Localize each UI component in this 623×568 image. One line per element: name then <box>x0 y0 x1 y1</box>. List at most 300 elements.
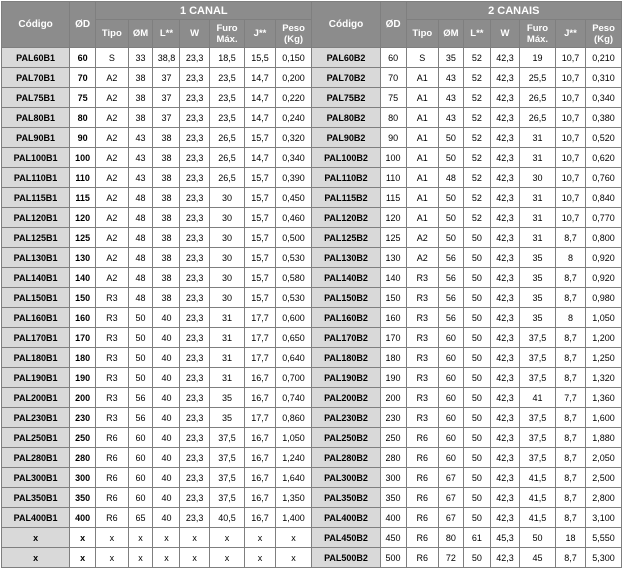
peso-1canal-cell: 0,340 <box>275 148 312 168</box>
furo-1canal-cell: 23,5 <box>209 68 245 88</box>
header-om-2: ØM <box>439 20 464 48</box>
tipo-1canal-cell: R3 <box>96 348 128 368</box>
om-2canais-cell: 50 <box>439 128 464 148</box>
header-group-2canais: 2 CANAIS <box>406 2 621 20</box>
w-1canal-cell: 23,3 <box>180 488 209 508</box>
l-1canal-cell: 40 <box>153 408 180 428</box>
furo-2canais-cell: 41,5 <box>520 488 556 508</box>
od-2canais-cell: 160 <box>380 308 406 328</box>
l-2canais-cell: 50 <box>463 388 490 408</box>
w-2canais-cell: 42,3 <box>490 168 519 188</box>
om-1canal-cell: 48 <box>128 268 153 288</box>
codigo-1canal-cell: PAL350B1 <box>2 488 70 508</box>
w-1canal-cell: 23,3 <box>180 348 209 368</box>
tipo-1canal-cell: A2 <box>96 68 128 88</box>
od-1canal-cell: 150 <box>70 288 96 308</box>
w-1canal-cell: 23,3 <box>180 228 209 248</box>
codigo-2canais-cell: PAL140B2 <box>312 268 380 288</box>
tipo-1canal-cell: R6 <box>96 468 128 488</box>
peso-2canais-cell: 0,840 <box>586 188 622 208</box>
codigo-1canal-cell: PAL60B1 <box>2 48 70 68</box>
tipo-1canal-cell: R6 <box>96 488 128 508</box>
om-1canal-cell: 50 <box>128 348 153 368</box>
header-codigo-1canal: Código <box>2 2 70 48</box>
l-2canais-cell: 50 <box>463 248 490 268</box>
furo-1canal-cell: 26,5 <box>209 128 245 148</box>
od-1canal-cell: 180 <box>70 348 96 368</box>
codigo-2canais-cell: PAL150B2 <box>312 288 380 308</box>
table-row <box>2 308 622 328</box>
furo-2canais-cell: 26,5 <box>520 108 556 128</box>
l-1canal-cell: 38,8 <box>153 48 180 68</box>
l-1canal-cell: 40 <box>153 508 180 528</box>
w-2canais-cell: 42,3 <box>490 428 519 448</box>
l-2canais-cell: 50 <box>463 508 490 528</box>
peso-2canais-cell: 0,980 <box>586 288 622 308</box>
codigo-1canal-cell: PAL140B1 <box>2 268 70 288</box>
j-1canal-cell: 16,7 <box>245 368 275 388</box>
w-2canais-cell: 42,3 <box>490 88 519 108</box>
tipo-1canal-cell: R3 <box>96 328 128 348</box>
om-1canal-cell: 60 <box>128 428 153 448</box>
furo-1canal-cell: 37,5 <box>209 428 245 448</box>
furo-2canais-cell: 35 <box>520 268 556 288</box>
om-2canais-cell: 56 <box>439 288 464 308</box>
codigo-2canais-cell: PAL180B2 <box>312 348 380 368</box>
od-2canais-cell: 180 <box>380 348 406 368</box>
codigo-2canais-cell: PAL160B2 <box>312 308 380 328</box>
j-2canais-cell: 10,7 <box>555 208 585 228</box>
tipo-2canais-cell: A1 <box>406 68 438 88</box>
w-1canal-cell: 23,3 <box>180 328 209 348</box>
w-1canal-cell: 23,3 <box>180 148 209 168</box>
l-2canais-cell: 50 <box>463 448 490 468</box>
peso-2canais-cell: 1,200 <box>586 328 622 348</box>
peso-2canais-cell: 0,920 <box>586 248 622 268</box>
om-1canal-cell: 43 <box>128 168 153 188</box>
peso-1canal-cell: 0,220 <box>275 88 312 108</box>
j-2canais-cell: 8,7 <box>555 228 585 248</box>
codigo-2canais-cell: PAL70B2 <box>312 68 380 88</box>
od-1canal-cell: 115 <box>70 188 96 208</box>
od-1canal-cell: 230 <box>70 408 96 428</box>
w-1canal-cell: 23,3 <box>180 88 209 108</box>
l-2canais-cell: 50 <box>463 328 490 348</box>
l-2canais-cell: 50 <box>463 288 490 308</box>
tipo-1canal-cell: A2 <box>96 248 128 268</box>
table-row <box>2 128 622 148</box>
peso-1canal-cell: 0,740 <box>275 388 312 408</box>
od-1canal-cell: 140 <box>70 268 96 288</box>
tipo-2canais-cell: S <box>406 48 438 68</box>
furo-2canais-cell: 41 <box>520 388 556 408</box>
furo-2canais-cell: 37,5 <box>520 448 556 468</box>
l-1canal-cell: 40 <box>153 488 180 508</box>
tipo-1canal-cell: R6 <box>96 508 128 528</box>
peso-1canal-cell: 1,350 <box>275 488 312 508</box>
w-1canal-cell: 23,3 <box>180 188 209 208</box>
od-2canais-cell: 120 <box>380 208 406 228</box>
l-1canal-cell: 40 <box>153 308 180 328</box>
peso-2canais-cell: 2,800 <box>586 488 622 508</box>
peso-2canais-cell: 0,770 <box>586 208 622 228</box>
header-od-2canais: ØD <box>380 2 406 48</box>
l-1canal-cell: 40 <box>153 388 180 408</box>
l-2canais-cell: 52 <box>463 188 490 208</box>
header-w-1: W <box>180 20 209 48</box>
header-j-2: J** <box>555 20 585 48</box>
om-2canais-cell: 56 <box>439 248 464 268</box>
j-1canal-cell: 15,7 <box>245 128 275 148</box>
tipo-2canais-cell: A2 <box>406 248 438 268</box>
j-2canais-cell: 8,7 <box>555 348 585 368</box>
codigo-1canal-cell: PAL70B1 <box>2 68 70 88</box>
l-2canais-cell: 61 <box>463 528 490 548</box>
peso-2canais-cell: 0,310 <box>586 68 622 88</box>
tipo-2canais-cell: R3 <box>406 308 438 328</box>
codigo-2canais-cell: PAL60B2 <box>312 48 380 68</box>
furo-1canal-cell: 18,5 <box>209 48 245 68</box>
w-1canal-cell: 23,3 <box>180 128 209 148</box>
tipo-2canais-cell: A1 <box>406 128 438 148</box>
peso-1canal-cell: 0,200 <box>275 68 312 88</box>
table-row <box>2 448 622 468</box>
j-2canais-cell: 8,7 <box>555 288 585 308</box>
j-2canais-cell: 8 <box>555 308 585 328</box>
j-1canal-cell: 15,7 <box>245 208 275 228</box>
w-2canais-cell: 45,3 <box>490 528 519 548</box>
table-row <box>2 428 622 448</box>
tipo-2canais-cell: R6 <box>406 468 438 488</box>
tipo-2canais-cell: R3 <box>406 348 438 368</box>
om-2canais-cell: 60 <box>439 328 464 348</box>
w-2canais-cell: 42,3 <box>490 108 519 128</box>
od-2canais-cell: 350 <box>380 488 406 508</box>
w-2canais-cell: 42,3 <box>490 248 519 268</box>
l-1canal-cell: 38 <box>153 188 180 208</box>
om-2canais-cell: 60 <box>439 348 464 368</box>
od-1canal-cell: 60 <box>70 48 96 68</box>
l-1canal-cell: 38 <box>153 268 180 288</box>
header-l-2: L** <box>463 20 490 48</box>
peso-1canal-cell: 0,530 <box>275 288 312 308</box>
tipo-2canais-cell: R6 <box>406 508 438 528</box>
codigo-1canal-cell: PAL125B1 <box>2 228 70 248</box>
l-1canal-cell: 40 <box>153 328 180 348</box>
om-2canais-cell: 56 <box>439 308 464 328</box>
codigo-2canais-cell: PAL125B2 <box>312 228 380 248</box>
j-1canal-cell: 15,7 <box>245 188 275 208</box>
od-2canais-cell: 125 <box>380 228 406 248</box>
w-1canal-cell: 23,3 <box>180 448 209 468</box>
tipo-2canais-cell: A1 <box>406 148 438 168</box>
om-2canais-cell: 48 <box>439 168 464 188</box>
j-1canal-cell: 16,7 <box>245 508 275 528</box>
codigo-1canal-cell: x <box>2 528 70 548</box>
om-2canais-cell: 67 <box>439 468 464 488</box>
l-1canal-cell: 40 <box>153 428 180 448</box>
codigo-2canais-cell: PAL280B2 <box>312 448 380 468</box>
table-row <box>2 488 622 508</box>
header-tipo-1: Tipo <box>96 20 128 48</box>
l-2canais-cell: 52 <box>463 168 490 188</box>
j-2canais-cell: 10,7 <box>555 88 585 108</box>
om-2canais-cell: 72 <box>439 548 464 568</box>
l-1canal-cell: 40 <box>153 448 180 468</box>
tipo-1canal-cell: R6 <box>96 428 128 448</box>
furo-1canal-cell: 30 <box>209 288 245 308</box>
furo-1canal-cell: 30 <box>209 188 245 208</box>
j-1canal-cell: 15,7 <box>245 248 275 268</box>
l-2canais-cell: 50 <box>463 408 490 428</box>
od-2canais-cell: 100 <box>380 148 406 168</box>
od-2canais-cell: 80 <box>380 108 406 128</box>
codigo-2canais-cell: PAL230B2 <box>312 408 380 428</box>
w-2canais-cell: 42,3 <box>490 468 519 488</box>
l-1canal-cell: 38 <box>153 288 180 308</box>
j-1canal-cell: 16,7 <box>245 488 275 508</box>
codigo-1canal-cell: PAL400B1 <box>2 508 70 528</box>
peso-1canal-cell: 0,390 <box>275 168 312 188</box>
w-1canal-cell: 23,3 <box>180 168 209 188</box>
om-2canais-cell: 35 <box>439 48 464 68</box>
l-2canais-cell: 50 <box>463 348 490 368</box>
table-row <box>2 268 622 288</box>
codigo-1canal-cell: PAL170B1 <box>2 328 70 348</box>
om-1canal-cell: 38 <box>128 68 153 88</box>
l-1canal-cell: 40 <box>153 468 180 488</box>
od-2canais-cell: 140 <box>380 268 406 288</box>
l-2canais-cell: 50 <box>463 308 490 328</box>
header-codigo-2canais: Código <box>312 2 380 48</box>
w-2canais-cell: 42,3 <box>490 328 519 348</box>
peso-2canais-cell: 0,800 <box>586 228 622 248</box>
om-2canais-cell: 43 <box>439 88 464 108</box>
l-2canais-cell: 50 <box>463 268 490 288</box>
header-tipo-2: Tipo <box>406 20 438 48</box>
tipo-1canal-cell: R3 <box>96 408 128 428</box>
table-row <box>2 508 622 528</box>
codigo-2canais-cell: PAL120B2 <box>312 208 380 228</box>
om-1canal-cell: 38 <box>128 108 153 128</box>
od-2canais-cell: 115 <box>380 188 406 208</box>
furo-1canal-cell: 37,5 <box>209 488 245 508</box>
codigo-1canal-cell: PAL100B1 <box>2 148 70 168</box>
om-1canal-cell: 56 <box>128 408 153 428</box>
tipo-1canal-cell: A2 <box>96 128 128 148</box>
j-1canal-cell: 15,7 <box>245 288 275 308</box>
od-2canais-cell: 400 <box>380 508 406 528</box>
j-2canais-cell: 8,7 <box>555 328 585 348</box>
w-1canal-cell: 23,3 <box>180 68 209 88</box>
om-2canais-cell: 50 <box>439 208 464 228</box>
codigo-2canais-cell: PAL100B2 <box>312 148 380 168</box>
w-1canal-cell: 23,3 <box>180 208 209 228</box>
om-1canal-cell: 38 <box>128 88 153 108</box>
w-1canal-cell: 23,3 <box>180 268 209 288</box>
om-1canal-cell: x <box>128 528 153 548</box>
tipo-1canal-cell: A2 <box>96 88 128 108</box>
w-2canais-cell: 42,3 <box>490 508 519 528</box>
codigo-2canais-cell: PAL170B2 <box>312 328 380 348</box>
om-2canais-cell: 43 <box>439 68 464 88</box>
furo-1canal-cell: 37,5 <box>209 448 245 468</box>
j-1canal-cell: 15,7 <box>245 168 275 188</box>
w-1canal-cell: 23,3 <box>180 108 209 128</box>
od-1canal-cell: 80 <box>70 108 96 128</box>
l-2canais-cell: 50 <box>463 368 490 388</box>
peso-2canais-cell: 5,550 <box>586 528 622 548</box>
j-1canal-cell: x <box>245 528 275 548</box>
table-body <box>2 48 622 568</box>
codigo-1canal-cell: PAL280B1 <box>2 448 70 468</box>
j-1canal-cell: 15,7 <box>245 228 275 248</box>
w-2canais-cell: 42,3 <box>490 408 519 428</box>
codigo-1canal-cell: x <box>2 548 70 568</box>
furo-2canais-cell: 37,5 <box>520 408 556 428</box>
od-2canais-cell: 450 <box>380 528 406 548</box>
j-1canal-cell: 14,7 <box>245 148 275 168</box>
peso-2canais-cell: 2,050 <box>586 448 622 468</box>
peso-1canal-cell: 0,700 <box>275 368 312 388</box>
om-2canais-cell: 60 <box>439 428 464 448</box>
w-1canal-cell: 23,3 <box>180 388 209 408</box>
table-row <box>2 68 622 88</box>
peso-1canal-cell: 0,150 <box>275 48 312 68</box>
w-1canal-cell: x <box>180 548 209 568</box>
j-2canais-cell: 8,7 <box>555 448 585 468</box>
w-1canal-cell: 23,3 <box>180 468 209 488</box>
furo-2canais-cell: 30 <box>520 168 556 188</box>
furo-1canal-cell: 40,5 <box>209 508 245 528</box>
od-1canal-cell: 125 <box>70 228 96 248</box>
l-1canal-cell: 37 <box>153 68 180 88</box>
table-row <box>2 168 622 188</box>
furo-2canais-cell: 35 <box>520 288 556 308</box>
w-1canal-cell: 23,3 <box>180 368 209 388</box>
l-1canal-cell: 37 <box>153 108 180 128</box>
codigo-2canais-cell: PAL350B2 <box>312 488 380 508</box>
header-furo-2: Furo Máx. <box>520 20 556 48</box>
j-2canais-cell: 7,7 <box>555 388 585 408</box>
j-2canais-cell: 10,7 <box>555 48 585 68</box>
peso-2canais-cell: 2,500 <box>586 468 622 488</box>
l-2canais-cell: 50 <box>463 468 490 488</box>
tipo-1canal-cell: A2 <box>96 148 128 168</box>
od-1canal-cell: 120 <box>70 208 96 228</box>
peso-1canal-cell: 0,500 <box>275 228 312 248</box>
j-2canais-cell: 10,7 <box>555 108 585 128</box>
l-1canal-cell: 37 <box>153 88 180 108</box>
table-row <box>2 348 622 368</box>
w-2canais-cell: 42,3 <box>490 308 519 328</box>
j-1canal-cell: 15,5 <box>245 48 275 68</box>
furo-2canais-cell: 26,5 <box>520 88 556 108</box>
od-2canais-cell: 190 <box>380 368 406 388</box>
od-1canal-cell: 350 <box>70 488 96 508</box>
tipo-2canais-cell: A1 <box>406 208 438 228</box>
codigo-1canal-cell: PAL250B1 <box>2 428 70 448</box>
furo-1canal-cell: 31 <box>209 308 245 328</box>
l-2canais-cell: 50 <box>463 228 490 248</box>
codigo-1canal-cell: PAL110B1 <box>2 168 70 188</box>
j-2canais-cell: 10,7 <box>555 168 585 188</box>
codigo-2canais-cell: PAL200B2 <box>312 388 380 408</box>
furo-2canais-cell: 41,5 <box>520 468 556 488</box>
furo-1canal-cell: 35 <box>209 408 245 428</box>
codigo-1canal-cell: PAL150B1 <box>2 288 70 308</box>
om-2canais-cell: 67 <box>439 488 464 508</box>
tipo-1canal-cell: x <box>96 528 128 548</box>
codigo-1canal-cell: PAL190B1 <box>2 368 70 388</box>
od-1canal-cell: 130 <box>70 248 96 268</box>
header-row-groups <box>2 2 622 20</box>
j-1canal-cell: x <box>245 548 275 568</box>
j-1canal-cell: 16,7 <box>245 468 275 488</box>
om-1canal-cell: 65 <box>128 508 153 528</box>
j-1canal-cell: 14,7 <box>245 88 275 108</box>
tipo-1canal-cell: A2 <box>96 168 128 188</box>
tipo-1canal-cell: R3 <box>96 388 128 408</box>
tipo-1canal-cell: A2 <box>96 228 128 248</box>
codigo-2canais-cell: PAL90B2 <box>312 128 380 148</box>
furo-1canal-cell: 30 <box>209 208 245 228</box>
tipo-2canais-cell: R3 <box>406 288 438 308</box>
tipo-1canal-cell: R6 <box>96 448 128 468</box>
peso-2canais-cell: 3,100 <box>586 508 622 528</box>
od-2canais-cell: 150 <box>380 288 406 308</box>
om-2canais-cell: 60 <box>439 368 464 388</box>
furo-2canais-cell: 31 <box>520 208 556 228</box>
od-1canal-cell: x <box>70 548 96 568</box>
table-row <box>2 528 622 548</box>
j-2canais-cell: 8,7 <box>555 508 585 528</box>
peso-2canais-cell: 0,920 <box>586 268 622 288</box>
furo-1canal-cell: 23,5 <box>209 108 245 128</box>
codigo-1canal-cell: PAL180B1 <box>2 348 70 368</box>
table-row <box>2 468 622 488</box>
l-1canal-cell: 38 <box>153 168 180 188</box>
od-1canal-cell: 400 <box>70 508 96 528</box>
peso-1canal-cell: x <box>275 528 312 548</box>
l-1canal-cell: 38 <box>153 148 180 168</box>
w-2canais-cell: 42,3 <box>490 228 519 248</box>
od-1canal-cell: 70 <box>70 68 96 88</box>
codigo-2canais-cell: PAL130B2 <box>312 248 380 268</box>
j-2canais-cell: 18 <box>555 528 585 548</box>
codigo-1canal-cell: PAL200B1 <box>2 388 70 408</box>
codigo-1canal-cell: PAL230B1 <box>2 408 70 428</box>
furo-2canais-cell: 37,5 <box>520 348 556 368</box>
codigo-1canal-cell: PAL75B1 <box>2 88 70 108</box>
l-1canal-cell: 40 <box>153 368 180 388</box>
furo-2canais-cell: 50 <box>520 528 556 548</box>
j-2canais-cell: 10,7 <box>555 68 585 88</box>
w-2canais-cell: 42,3 <box>490 388 519 408</box>
od-1canal-cell: x <box>70 528 96 548</box>
codigo-2canais-cell: PAL450B2 <box>312 528 380 548</box>
table-row <box>2 88 622 108</box>
od-1canal-cell: 170 <box>70 328 96 348</box>
tipo-1canal-cell: S <box>96 48 128 68</box>
od-2canais-cell: 60 <box>380 48 406 68</box>
peso-2canais-cell: 0,340 <box>586 88 622 108</box>
furo-1canal-cell: 35 <box>209 388 245 408</box>
header-furo-1: Furo Máx. <box>209 20 245 48</box>
tipo-1canal-cell: A2 <box>96 208 128 228</box>
om-1canal-cell: 60 <box>128 488 153 508</box>
w-2canais-cell: 42,3 <box>490 48 519 68</box>
